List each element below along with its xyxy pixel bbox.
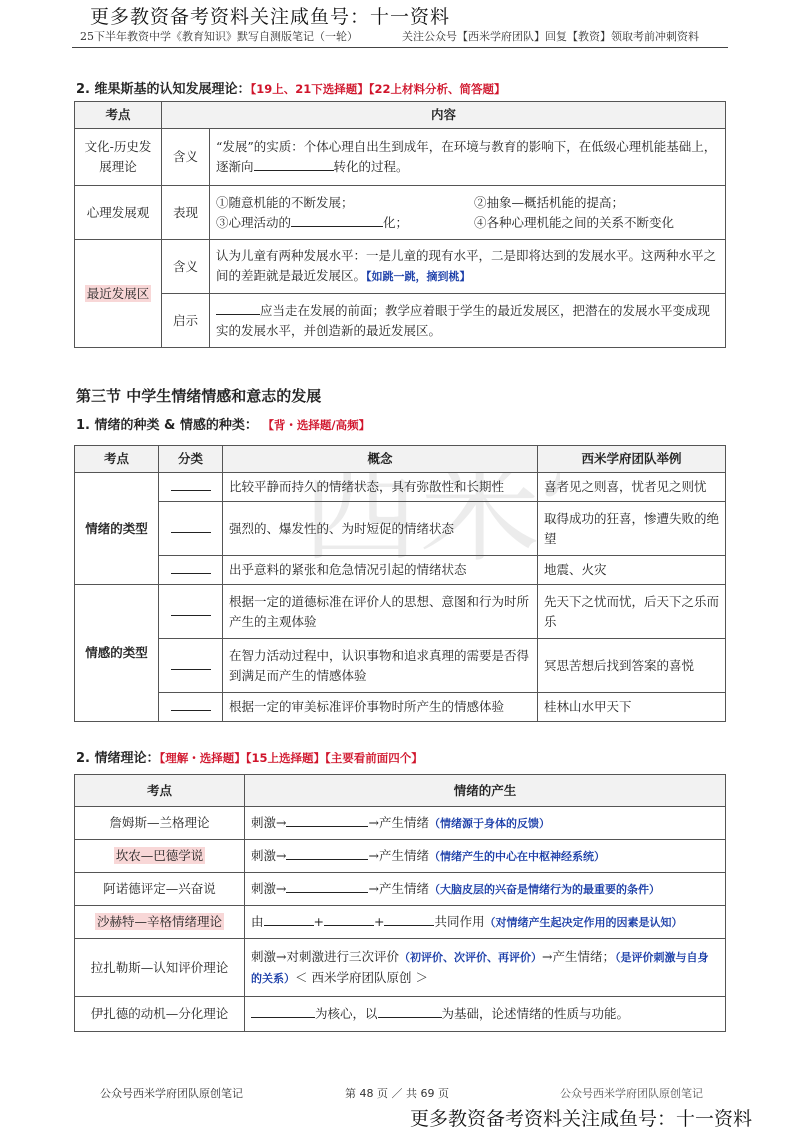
cell-theory: 为核心，以 为基础，论述情绪的性质与功能。: [245, 997, 726, 1032]
col-header-topic: 考点: [75, 102, 162, 129]
category-blank: [159, 693, 223, 722]
example-cell: 喜者见之则喜，忧者见之则忧: [538, 473, 726, 502]
topic-lazarus: 拉扎勒斯—认知评价理论: [75, 939, 245, 997]
bg-watermark-text: 西米: [300, 440, 540, 579]
cell-theory: 由 + + 共同作用（对情绪产生起决定作用的因素是认知）: [245, 906, 726, 939]
example-cell: 地震、火灾: [538, 556, 726, 585]
col-header-concept: 概念: [223, 446, 538, 473]
sub-implication: 启示: [162, 294, 210, 348]
topic-emotion-type: 情绪的类型: [75, 473, 159, 585]
cell-theory: 刺激→对刺激进行三次评价（初评价、次评价、再评价）→产生情绪；（是评价刺激与自身的关系）＜ 西米学府团队原创 ＞: [245, 939, 726, 997]
col-header-topic: 考点: [75, 775, 245, 807]
category-blank: [159, 585, 223, 639]
cell-zpd-implication: 应当走在发展的前面；教学应着眼于学生的最近发展区，把潜在的发展水平变成现实的发展水平，并创造新的最近发展区。: [210, 294, 726, 348]
col-header-content: 内容: [162, 102, 726, 129]
example-cell: 冥思苦想后找到答案的喜悦: [538, 639, 726, 693]
col-header-category: 分类: [159, 446, 223, 473]
category-blank: [159, 502, 223, 556]
col-header-example: 西米学府团队举例: [538, 446, 726, 473]
sub-manifest: 表现: [162, 186, 210, 240]
section-tags: 【背・选择题/高频】: [262, 418, 371, 432]
col-header-topic: 考点: [75, 446, 159, 473]
concept-cell: 强烈的、爆发性的、为时短促的情绪状态: [223, 502, 538, 556]
category-blank: [159, 639, 223, 693]
concept-cell: 比较平静而持久的情绪状态，具有弥散性和长期性: [223, 473, 538, 502]
topic-izard: 伊扎德的动机—分化理论: [75, 997, 245, 1032]
footer-page-number: 第 48 页 ／ 共 69 页: [345, 1087, 449, 1100]
sub-meaning: 含义: [162, 129, 210, 186]
example-cell: 桂林山水甲天下: [538, 693, 726, 722]
category-blank: [159, 473, 223, 502]
concept-cell: 根据一定的审美标准评价事物时所产生的情感体验: [223, 693, 538, 722]
cell-manifest: ①随意机能的不断发展； ②抽象—概括机能的提高； ③心理活动的 化； ④各种心理机能之间的关系不断变化: [210, 186, 726, 240]
fill-blank: [254, 158, 334, 171]
topic-zpd: 最近发展区: [75, 240, 162, 348]
concept-cell: 出乎意料的紧张和危急情况引起的情绪状态: [223, 556, 538, 585]
emotion-theory-table: [74, 774, 726, 1032]
sub-meaning-2: 含义: [162, 240, 210, 294]
example-cell: 取得成功的狂喜，惨遭失败的绝望: [538, 502, 726, 556]
header-left: 25下半年教资中学《教育知识》默写自测版笔记（一轮）: [80, 30, 358, 43]
topic-feeling-type: 情感的类型: [75, 585, 159, 722]
cell-zpd-meaning: 认为儿童有两种发展水平：一是儿童的现有水平，二是即将达到的发展水平。这两种水平之间的差距就是最近发展区。【如跳一跳，摘到桃】: [210, 240, 726, 294]
vygotsky-table: [74, 101, 726, 348]
fill-blank: [291, 214, 383, 227]
category-blank: [159, 556, 223, 585]
header-right: 关注公众号【西米学府团队】回复【教资】领取考前冲刺资料: [402, 30, 699, 43]
cell-theory: 刺激→ →产生情绪（情绪源于身体的反馈）: [245, 807, 726, 840]
emotion-types-table: [74, 445, 726, 722]
cell-theory: 刺激→ →产生情绪（大脑皮层的兴奋是情绪行为的最重要的条件）: [245, 873, 726, 906]
section-vygotsky-title: 2. 维果斯基的认知发展理论：【19上、21下选择题】【22上材料分析、简答题】: [76, 82, 506, 97]
section-tags: 【19上、21下选择题】【22上材料分析、简答题】: [250, 82, 506, 96]
footer-left: 公众号西米学府团队原创笔记: [100, 1087, 243, 1100]
topic-arnold: 阿诺德评定—兴奋说: [75, 873, 245, 906]
section-tags: 【理解・选择题】【15上选择题】【主要看前面四个】: [159, 751, 423, 765]
chapter-title: 第三节 中学生情绪情感和意志的发展: [76, 387, 322, 405]
cell-meaning: “发展”的实质：个体心理自出生到成年，在环境与教育的影响下，在低级心理机能基础上，逐渐向 转化的过程。: [210, 129, 726, 186]
topic-cannon-bard: 坎农—巴德学说: [75, 840, 245, 873]
cell-theory: 刺激→ →产生情绪（情绪产生的中心在中枢神经系统）: [245, 840, 726, 873]
fill-blank: [216, 302, 260, 315]
section-emotion-theory-title: 2. 情绪理论：【理解・选择题】【15上选择题】【主要看前面四个】: [76, 751, 423, 766]
topic-development-view: 心理发展观: [75, 186, 162, 240]
example-cell: 先天下之忧而忧，后天下之乐而乐: [538, 585, 726, 639]
col-header-emergence: 情绪的产生: [245, 775, 726, 807]
topic-cultural-history: 文化-历史发展理论: [75, 129, 162, 186]
top-watermark: 更多教资备考资料关注咸鱼号：十一资料: [90, 6, 451, 28]
footer-watermark: 更多教资备考资料关注咸鱼号：十一资料: [410, 1108, 753, 1130]
section-emotion-types-title: 1. 情绪的种类 & 情感的种类： 【背・选择题/高频】: [76, 418, 371, 433]
concept-cell: 根据一定的道德标准在评价人的思想、意图和行为时所产生的主观体验: [223, 585, 538, 639]
header-rule: [72, 47, 728, 48]
topic-james-lange: 詹姆斯—兰格理论: [75, 807, 245, 840]
footer-right: 公众号西米学府团队原创笔记: [560, 1087, 703, 1100]
topic-schachter-singer: 沙赫特—辛格情绪理论: [75, 906, 245, 939]
concept-cell: 在智力活动过程中，认识事物和追求真理的需要是否得到满足而产生的情感体验: [223, 639, 538, 693]
